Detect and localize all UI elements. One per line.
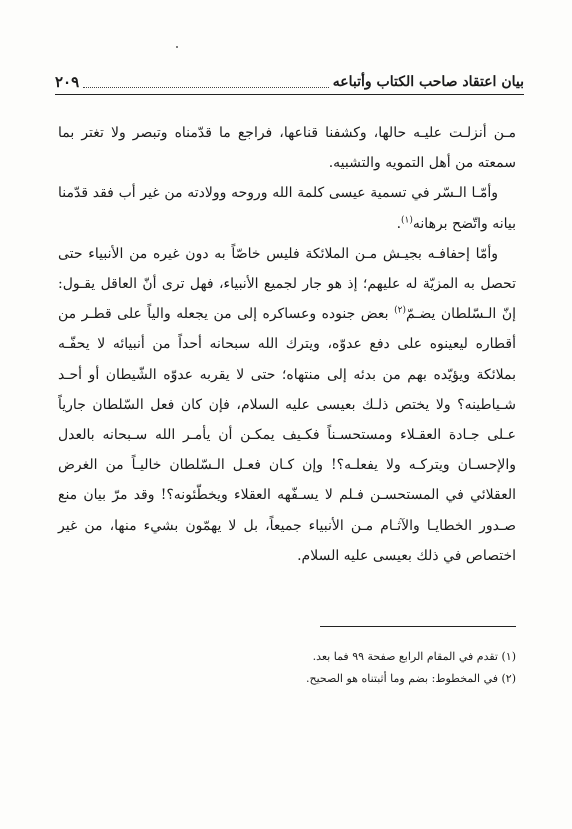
footnotes	[58, 646, 516, 690]
paragraph-3-text-a: وأمّا إحفافـه بجيـش مـن الملائكة فليس خاصّاً به دون غيره من الأنبياء حتى تحصل به المزيّة له عليهم؛ إذ هو جار لجميع الأنبياء، فهل ترى أنّ العاقل يقـول: إنّ الـسّلطان يضـمّ	[58, 245, 516, 323]
paragraph-3-text-b: بعض جنوده وعساكره إلى من يجعله والياً على قطـر من أقطاره ليعينوه على دفع عدوّه، ويترك الله سبحانه أحداً من أنبيائه لا يحفّـه بملائكة ويؤيّده بهم من بدئه إلى منتهاه؛ حتى لا يقربه عدوّه الشّيطان أو أحـد شـياطينه؟ ولا يختص ذلـك بعيسى عليه السلام، فإن كان فعل السّلطان جارياً عـلى جـادة العقـلاء ومستحسـناً فكـيف يمكـن أن يأمـر الله سـبحانه بالعدل والإحسـان ويتركـه ولا يفعلـه؟! وإن كـان فعـل الـسّلطان خاليـاً من الغرض العقلائي في المستحسـن فـلم لا يسـفّهه العقلاء ويخطّئونه؟! وقد مرّ بيان منع صـدور الخطايـا والآثـام مـن الأنبياء جميعاً، بل لا يهمّون بشيء منها، من غير اختصاص في ذلك بعيسى عليه السلام.	[58, 306, 516, 564]
footnote-1: (١) تقدم في المقام الرابع صفحة ٩٩ فما بعد.	[312, 650, 516, 663]
paragraph-3	[58, 239, 516, 571]
scan-speck	[176, 46, 178, 48]
paragraph-1: مـن أنزلـت عليـه حالها، وكشفنا قناعها، فراجع ما قدّمناه وتبصر ولا تغتر بما سمعته من أهل التمويه والتشبيه.	[58, 125, 516, 172]
footnote-2: (٢) في المخطوط: بضم وما أثبتناه هو الصحيح.	[306, 672, 516, 685]
page-number: ٢٠٩	[55, 73, 80, 91]
paragraph-2-text: وأمّـا الـسّر في تسمية عيسى كلمة الله وروحه وولادته من غير أب فقد قدّمنا بيانه واتّضح برهانه	[58, 185, 516, 232]
main-text	[58, 118, 516, 571]
paragraph-2: وأمّـا الـسّر في تسمية عيسى كلمة الله وروحه وولادته من غير أب فقد قدّمنا بيانه واتّضح برهانه$^{(١)}$.	[58, 185, 516, 232]
footnote-separator	[320, 626, 516, 627]
running-header	[55, 70, 524, 95]
header-dotted-leader	[83, 73, 329, 88]
footnote-ref-2[interactable]: (٢)	[394, 305, 406, 316]
header-title: بيان اعتقاد صاحب الكتاب وأتباعه	[332, 74, 524, 90]
footnote-ref-1[interactable]: (١)	[401, 214, 413, 225]
